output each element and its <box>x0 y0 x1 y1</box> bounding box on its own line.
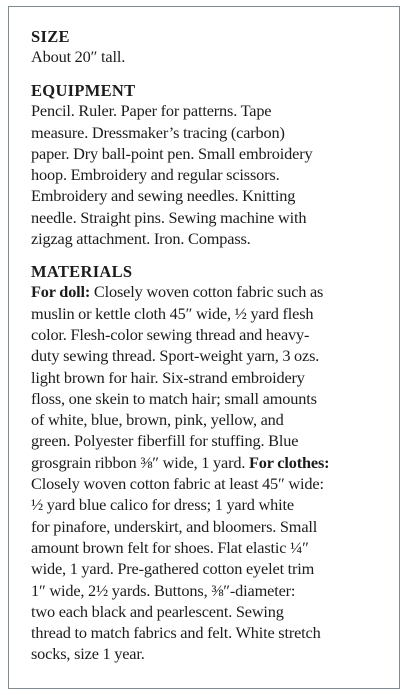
size-heading: SIZE <box>31 27 70 46</box>
materials-line: ½ yard blue calico for dress; 1 yard white <box>31 495 294 515</box>
materials-heading: MATERIALS <box>31 262 133 282</box>
materials-line: light brown for hair. Six-strand embroidery <box>31 367 305 387</box>
equipment-line: paper. Dry ball-point pen. Small embroidery <box>31 143 313 163</box>
equipment-line: measure. Dressmaker’s tracing (carbon) <box>31 122 285 142</box>
materials-line <box>31 452 393 473</box>
materials-line: socks, size 1 year. <box>31 644 145 664</box>
size-text <box>31 46 393 67</box>
panel-content <box>31 27 393 665</box>
materials-line: floss, one skein to match hair; small amounts <box>31 388 317 408</box>
materials-line: for pinafore, underskirt, and bloomers. Small <box>31 516 318 536</box>
materials-line: color. Flesh-color sewing thread and heavy- <box>31 324 310 344</box>
equipment-line: Embroidery and sewing needles. Knitting <box>31 186 296 206</box>
materials-line: two each black and pearlescent. Sewing <box>31 601 284 621</box>
for-clothes-label: For clothes: <box>248 452 330 472</box>
materials-line: amount brown felt for shoes. Flat elastic ¼″ <box>31 537 309 557</box>
instructions-panel <box>8 6 400 689</box>
materials-line: of white, blue, brown, pink, yellow, and <box>31 410 284 430</box>
materials-line: muslin or kettle cloth 45″ wide, ½ yard flesh <box>31 303 314 323</box>
materials-line: green. Polyester fiberfill for stuffing. Blue <box>31 431 299 451</box>
equipment-line: hoop. Embroidery and regular scissors. <box>31 165 280 185</box>
equipment-line: zigzag attachment. Iron. Compass. <box>31 229 251 249</box>
materials-line-rest: Closely woven cotton fabric such as <box>90 282 324 302</box>
equipment-line: Pencil. Ruler. Paper for patterns. Tape <box>31 101 272 121</box>
equipment-heading: EQUIPMENT <box>31 81 136 101</box>
size-line: About 20″ tall. <box>31 47 126 66</box>
materials-line: wide, 1 yard. Pre-gathered cotton eyelet trim <box>31 559 315 579</box>
materials-line: duty sewing thread. Sport-weight yarn, 3 ozs. <box>31 346 320 366</box>
materials-line: thread to match fabrics and felt. White stretch <box>31 623 321 643</box>
equipment-text <box>31 100 393 249</box>
materials-line: 1″ wide, 2½ yards. Buttons, ⅜″-diameter: <box>31 580 296 600</box>
for-doll-label: For doll: <box>31 282 91 302</box>
materials-line: Closely woven cotton fabric at least 45″ wide: <box>31 474 324 494</box>
materials-line <box>31 281 393 302</box>
equipment-line: needle. Straight pins. Sewing machine with <box>31 207 307 227</box>
ribbon-text: grosgrain ribbon ⅜″ wide, 1 yard. <box>31 452 249 472</box>
materials-text <box>31 281 393 664</box>
